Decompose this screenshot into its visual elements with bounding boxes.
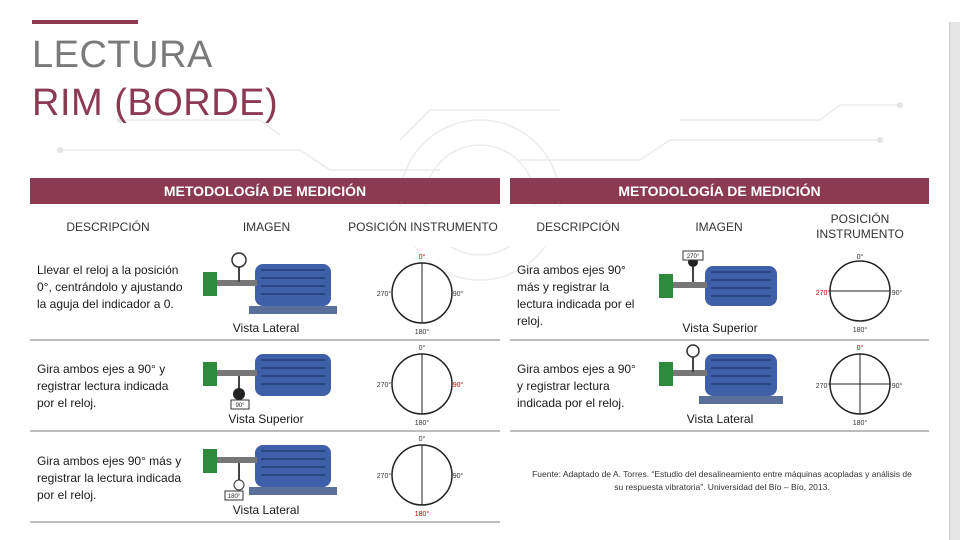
dial5-bottom-label: 180° [852, 420, 868, 427]
right-col-image: IMAGEN [650, 207, 788, 247]
motor-side-view-image-2 [195, 433, 345, 513]
left-col-position: POSICIÓN INSTRUMENTO [346, 207, 500, 247]
left-row2-description: Gira ambos ejes a 90° y registrar lectura indicada por el reloj. [37, 362, 169, 410]
dial3-right-label: 90° [452, 473, 464, 480]
dial4-top-label: 0° [856, 254, 864, 261]
motor-side-view-image-3 [655, 342, 790, 422]
right-row-divider-2 [510, 430, 929, 432]
left-row1-description: Llevar el reloj a la posición 0°, centrándolo y ajustando la aguja del indicador a 0. [37, 263, 183, 311]
dial3-top-label: 0° [418, 436, 426, 443]
motor-side-view-image-1 [195, 250, 345, 330]
dial3-left-label: 270° [376, 473, 392, 480]
dial-position-0-diagram [372, 250, 472, 336]
left-row1-caption: Vista Lateral [232, 321, 300, 335]
page-title-line1: LECTURA [32, 34, 213, 76]
dial4-bottom-label: 180° [852, 327, 868, 334]
left-row2-caption: Vista Superior [228, 412, 304, 426]
source-footnote: Fuente: Adaptado de A. Torres. “Estudio del desalineamiento entre máquinas acopladas y análisis de su respuesta vibratoria”. Universidad del Bío – Bío, 2013. [532, 469, 912, 492]
dial1-top-label: 0° [418, 254, 426, 261]
dial-position-90-diagram [372, 341, 472, 427]
dial-position-270-diagram [810, 248, 910, 334]
right-row2-description: Gira ambos ejes a 90° y registrar lectura indicada por el reloj. [517, 362, 636, 410]
dial5-left-label: 270° [815, 383, 831, 390]
left-panel-heading: METODOLOGÍA DE MEDICIÓN [30, 178, 500, 204]
title-accent-bar [32, 20, 138, 24]
dial5-top-label: 0° [856, 345, 864, 352]
dial4-right-label: 90° [891, 290, 903, 297]
dial1-right-label: 90° [452, 291, 464, 298]
left-col-description: DESCRIPCIÓN [30, 207, 186, 247]
right-row1-caption: Vista Superior [682, 321, 758, 335]
right-col-description: DESCRIPCIÓN [510, 207, 646, 247]
gauge-tag-90: 90° [235, 403, 245, 409]
right-edge-bar [949, 22, 960, 540]
dial-position-180-diagram [372, 432, 472, 518]
left-row3-caption: Vista Lateral [232, 503, 300, 517]
dial1-bottom-label: 180° [414, 329, 430, 336]
dial2-bottom-label: 180° [414, 420, 430, 427]
left-row3-description: Gira ambos ejes 90° más y registrar la lectura indicada por el reloj. [37, 454, 182, 502]
right-row1-description: Gira ambos ejes 90° más y registrar la lectura indicada por el reloj. [517, 263, 635, 328]
dial2-left-label: 270° [376, 382, 392, 389]
dial1-left-label: 270° [376, 291, 392, 298]
right-row2-caption: Vista Lateral [686, 412, 754, 426]
dial3-bottom-label: 180° [414, 511, 430, 518]
dial2-top-label: 0° [418, 345, 426, 352]
dial-position-0-final-diagram [810, 341, 910, 427]
right-col-position: POSICIÓN INSTRUMENTO [791, 207, 929, 247]
motor-top-view-image-2 [655, 250, 790, 330]
left-row-divider-3 [30, 521, 500, 523]
left-col-image: IMAGEN [189, 207, 344, 247]
motor-top-view-image-1 [195, 342, 345, 422]
page-title-line2: RIM (BORDE) [32, 82, 279, 124]
gauge-tag-270: 270° [686, 254, 700, 260]
dial4-left-label: 270° [815, 290, 831, 297]
right-panel-heading: METODOLOGÍA DE MEDICIÓN [510, 178, 929, 204]
dial2-right-label: 90° [452, 382, 464, 389]
dial5-right-label: 90° [891, 383, 903, 390]
gauge-tag-180: 180° [227, 494, 241, 500]
